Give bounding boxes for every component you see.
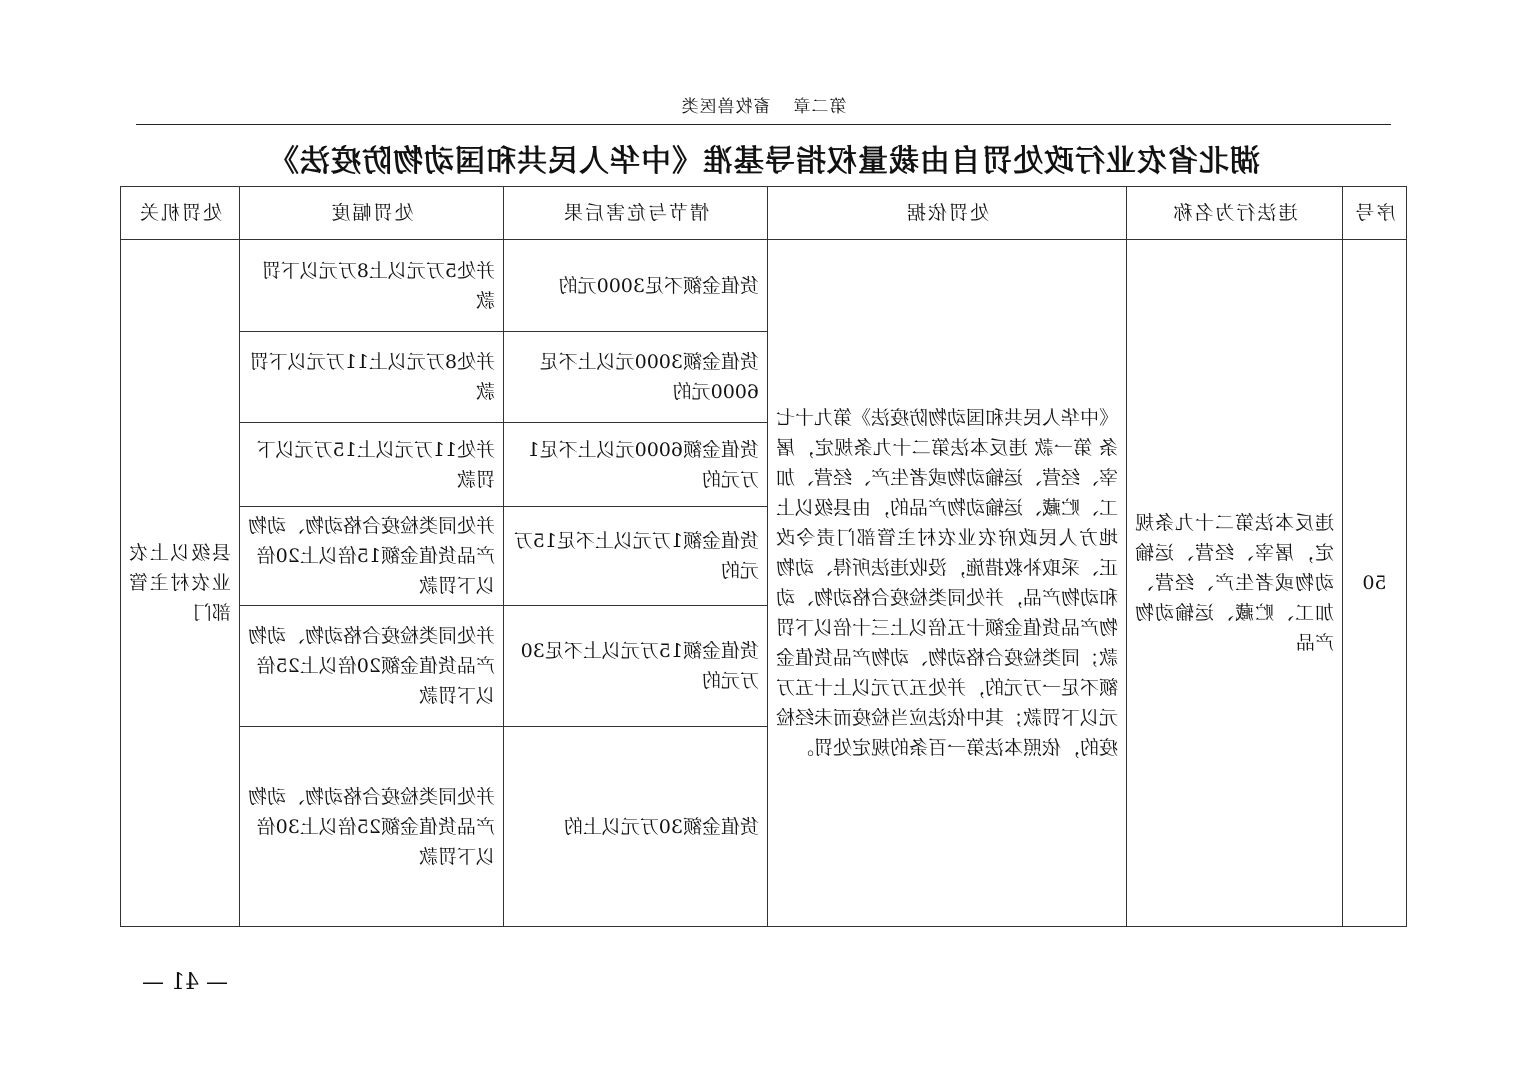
running-header xyxy=(136,92,1391,117)
circumstance-cell: 货值金额不足3000元的 xyxy=(504,240,768,332)
violation-name-cell: 违反本法第二十九条规定，屠宰、经营、运输动物或者生产、经营、加工、贮藏、运输动物产品 xyxy=(1127,240,1343,927)
circumstance-cell: 货值金额1万元以上不足15万元的 xyxy=(504,507,768,606)
page-number: — 41 — xyxy=(142,970,228,995)
col-header-basis: 处罚依据 xyxy=(768,187,1127,240)
col-header-name: 违法行为名称 xyxy=(1127,187,1343,240)
penalty-table xyxy=(120,186,1407,927)
col-header-circumstances: 情节与危害后果 xyxy=(504,187,768,240)
col-header-range: 处罚幅度 xyxy=(240,187,504,240)
penalty-org-cell: 县级以上农业农村主管部门 xyxy=(121,240,240,927)
table-header-row xyxy=(121,187,1407,240)
seq-cell: 50 xyxy=(1343,240,1407,927)
table-row xyxy=(121,240,1407,332)
section-label: 畜牧兽医类 xyxy=(680,97,771,117)
penalty-range-cell: 并处同类检疫合格动物、动物产品货值金额15倍以上20倍以下罚款 xyxy=(240,507,504,606)
penalty-range-cell: 并处同类检疫合格动物、动物产品货值金额20倍以上25倍以下罚款 xyxy=(240,606,504,727)
header-rule xyxy=(136,124,1391,125)
col-header-org: 处罚机关 xyxy=(121,187,240,240)
penalty-range-cell: 并处5万元以上8万元以下罚款 xyxy=(240,240,504,332)
document-title: 湖北省农业行政处罚自由裁量权指导基准《中华人民共和国动物防疫法》 xyxy=(268,144,1260,179)
circumstance-cell: 货值金额15万元以上不足30万元的 xyxy=(504,606,768,727)
penalty-basis-cell: 《中华人民共和国动物防疫法》第九十七条 第一款 违反本法第二十九条规定，屠宰、经营、运输动物或者生产、经营、加工、贮藏、运输动物产品的，由县级以上地方人民政府农业农村主管部门责令改正、采取补救措施，没收违法所得、动物和动物产品，并处同类检疫合格动物、动物产品货值金额十五倍以上三十倍以下罚款；同类检疫合格动物、动物产品货值金额不足一万元的，并处五万元以上十五万元以下罚款；其中依法应当检疫而未经检疫的，依照本法第一百条的规定处罚。 xyxy=(768,240,1127,927)
circumstance-cell: 货值金额6000元以上不足1万元的 xyxy=(504,423,768,507)
penalty-range-cell: 并处11万元以上15万元以下罚款 xyxy=(240,423,504,507)
penalty-range-cell: 并处8万元以上11万元以下罚款 xyxy=(240,332,504,423)
penalty-range-cell: 并处同类检疫合格动物、动物产品货值金额25倍以上30倍以下罚款 xyxy=(240,727,504,927)
col-header-seq: 序号 xyxy=(1343,187,1407,240)
circumstance-cell: 货值金额30万元以上的 xyxy=(504,727,768,927)
circumstance-cell: 货值金额3000元以上不足6000元的 xyxy=(504,332,768,423)
chapter-label: 第二章 xyxy=(792,97,847,117)
